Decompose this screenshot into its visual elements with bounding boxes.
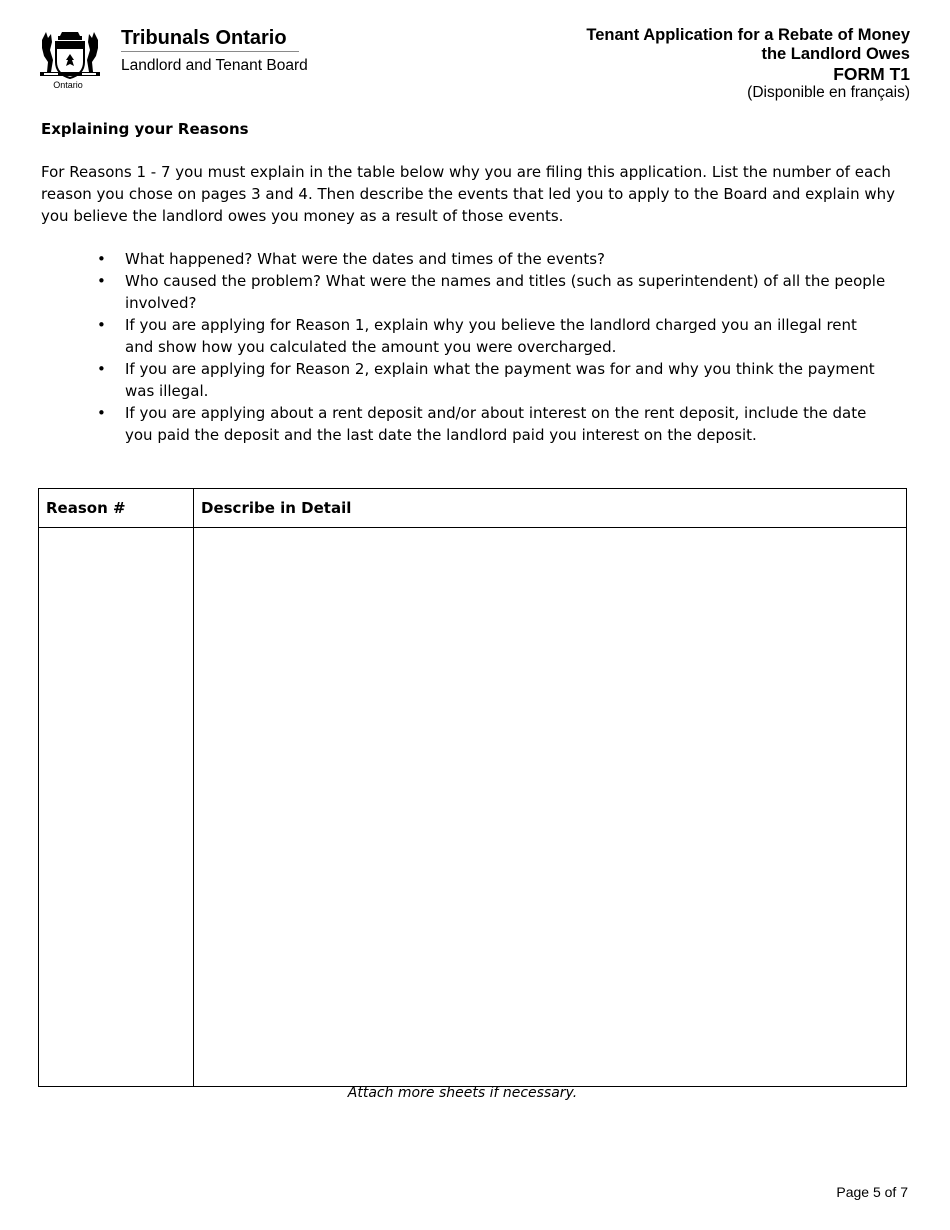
table-row [39,528,907,1087]
instruction-item: • Who caused the problem? What were the names and titles (such as superintendent) of all the people involved? [97,270,887,314]
form-code: FORM T1 [833,64,910,84]
attach-sheets-note: Attach more sheets if necessary. [347,1085,578,1101]
table-header-row [39,489,907,528]
reason-number-header: Reason # [39,489,194,528]
describe-detail-header: Describe in Detail [194,489,907,528]
form-title-block [586,26,910,102]
page-number: Page 5 of 7 [836,1184,908,1200]
form-title-line2: the Landlord Owes [761,45,910,63]
org-name: Tribunals Ontario [121,27,287,49]
instruction-item: • If you are applying for Reason 2, explain what the payment was for and why you think the payment was illegal. [97,358,887,402]
form-title-line1: Tenant Application for a Rebate of Money [586,26,910,44]
reason-number-field[interactable] [39,528,194,1087]
instruction-item: • If you are applying for Reason 1, explain why you believe the landlord charged you an illegal rent and show how you calculated the amount you were overcharged. [97,314,887,358]
section-title: Explaining your Reasons [41,120,249,138]
describe-detail-field[interactable] [194,528,907,1087]
reasons-table [38,488,907,1087]
logo-caption: Ontario [53,80,83,90]
org-subtitle: Landlord and Tenant Board [121,57,308,74]
french-availability-note: (Disponible en français) [747,84,910,101]
intro-paragraph: For Reasons 1 - 7 you must explain in the table below why you are filing this application. List the number of each reason you chose on pages 3 and 4. Then describe the events that led you to apply to the Board and explain why you believe the landlord owes you money as a result of those events. [41,163,895,225]
header-divider [121,51,299,52]
instruction-item: • What happened? What were the dates and times of the events? [97,248,887,270]
instruction-item: • If you are applying about a rent deposit and/or about interest on the rent deposit, include the date you paid the deposit and the last date the landlord paid you interest on the deposit. [97,402,887,446]
instruction-list [97,248,887,446]
